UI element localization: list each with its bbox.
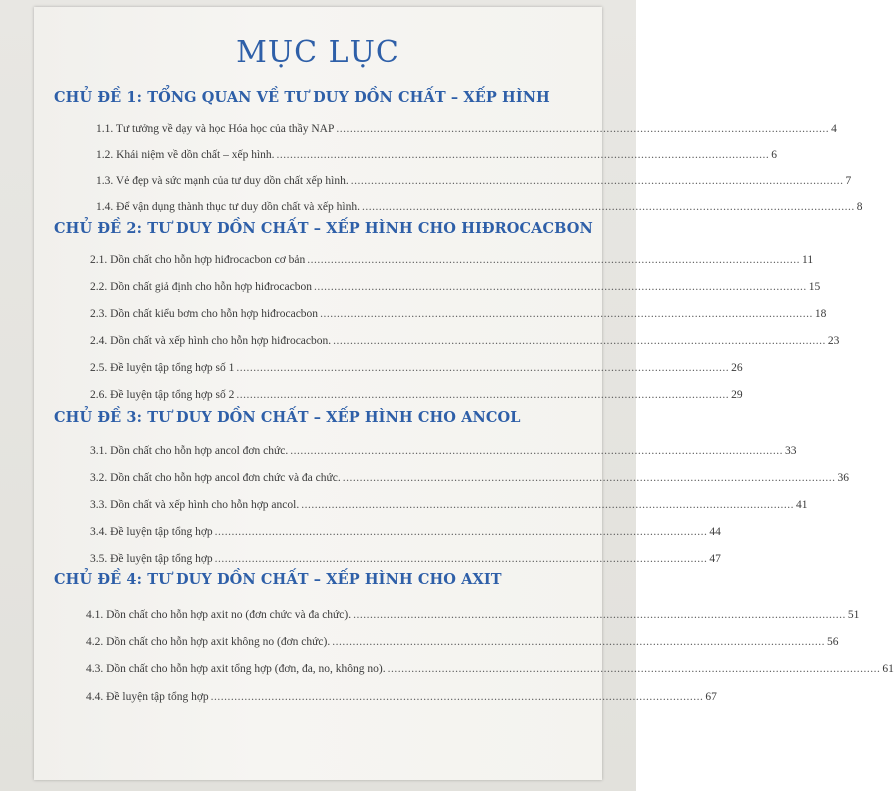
entry-page: 47 <box>709 553 721 565</box>
chapter-1-heading: CHỦ ĐỀ 1: TỔNG QUAN VỀ TƯ DUY DỒN CHẤT – XẾP HÌNH <box>54 89 550 106</box>
entry-title: 3.4. Đề luyện tập tổng hợp <box>90 526 213 538</box>
dot-leader: .................................................................................................................................................. <box>320 308 813 320</box>
toc-entry-3-2 <box>90 472 849 484</box>
page-title: MỤC LỤC <box>236 35 400 70</box>
entry-page: 23 <box>827 335 840 347</box>
entry-page: 36 <box>837 472 849 484</box>
entry-title: 1.1. Tư tưởng về dạy và học Hóa học của thầy NAP <box>96 123 335 135</box>
toc-entry-3-5 <box>90 553 721 565</box>
toc-entry-2-3 <box>90 308 827 320</box>
dot-leader: .................................................................................................................................................. <box>333 335 826 347</box>
entry-page: 33 <box>784 445 797 457</box>
entry-page: 26 <box>731 362 743 374</box>
toc-entry-4-1 <box>86 609 860 621</box>
entry-title: 4.2. Dồn chất cho hỗn hợp axit không no (đơn chức). <box>86 636 331 648</box>
entry-title: 2.6. Đề luyện tập tổng hợp số 2 <box>90 389 235 401</box>
dot-leader: .................................................................................................................................................. <box>361 201 855 213</box>
dot-leader: .................................................................................................................................................. <box>290 445 783 457</box>
toc-entry-3-1 <box>90 445 797 457</box>
entry-page: 56 <box>826 636 839 648</box>
dot-leader: .................................................................................................................................................. <box>350 175 844 187</box>
entry-title: 1.4. Để vận dụng thành thục tư duy dồn chất và xếp hình. <box>96 201 360 213</box>
toc-entry-4-3 <box>86 663 894 675</box>
entry-title: 2.3. Dồn chất kiểu bơm cho hỗn hợp hiđrocacbon <box>90 308 319 320</box>
dot-leader: .................................................................................................................................................. <box>236 389 730 401</box>
dot-leader: .................................................................................................................................................. <box>236 362 730 374</box>
entry-title: 2.1. Dồn chất cho hỗn hợp hiđrocacbon cơ bản <box>90 254 306 266</box>
entry-page: 18 <box>814 308 827 320</box>
dot-leader: .................................................................................................................................................. <box>214 526 708 538</box>
entry-page: 61 <box>882 663 894 675</box>
entry-page: 6 <box>771 149 778 161</box>
entry-page: 15 <box>808 281 821 293</box>
chapter-2-heading: CHỦ ĐỀ 2: TƯ DUY DỒN CHẤT – XẾP HÌNH CHO HIĐROCACBON <box>54 220 593 237</box>
dot-leader: .................................................................................................................................................. <box>387 663 881 675</box>
toc-entry-1-1 <box>96 123 837 135</box>
entry-page: 11 <box>802 254 814 266</box>
dot-leader: .................................................................................................................................................. <box>307 254 801 266</box>
entry-title: 1.2. Khái niệm về dồn chất – xếp hình. <box>96 149 275 161</box>
toc-entry-4-2 <box>86 636 839 648</box>
dot-leader: .................................................................................................................................................. <box>313 281 807 293</box>
entry-title: 3.3. Dồn chất và xếp hình cho hỗn hợp ancol. <box>90 499 300 511</box>
entry-title: 4.3. Dồn chất cho hỗn hợp axit tổng hợp (đơn, đa, no, không no). <box>86 663 386 675</box>
chapter-3-heading: CHỦ ĐỀ 3: TƯ DUY DỒN CHẤT – XẾP HÌNH CHO ANCOL <box>54 409 521 426</box>
toc-entry-3-3 <box>90 499 808 511</box>
entry-page: 51 <box>847 609 860 621</box>
dot-leader: .................................................................................................................................................. <box>214 553 708 565</box>
entry-title: 4.4. Đề luyện tập tổng hợp <box>86 691 209 703</box>
toc-entry-2-1 <box>90 254 814 266</box>
entry-page: 29 <box>731 389 743 401</box>
dot-leader: .................................................................................................................................................. <box>210 691 704 703</box>
entry-page: 41 <box>795 499 808 511</box>
entry-title: 2.4. Dồn chất và xếp hình cho hỗn hợp hiđrocacbon. <box>90 335 332 347</box>
toc-entry-2-5 <box>90 362 743 374</box>
dot-leader: .................................................................................................................................................. <box>342 472 836 484</box>
toc-entry-1-4 <box>96 201 863 213</box>
toc-entry-2-2 <box>90 281 821 293</box>
toc-entry-4-4 <box>86 691 717 703</box>
entry-title: 3.5. Đề luyện tập tổng hợp <box>90 553 213 565</box>
entry-page: 67 <box>705 691 717 703</box>
entry-page: 4 <box>831 123 837 135</box>
entry-title: 3.2. Dồn chất cho hỗn hợp ancol đơn chức và đa chức. <box>90 472 341 484</box>
entry-page: 7 <box>845 175 852 187</box>
entry-title: 2.2. Dồn chất giả định cho hỗn hợp hiđrocacbon <box>90 281 312 293</box>
entry-title: 1.3. Vẻ đẹp và sức mạnh của tư duy dồn chất xếp hình. <box>96 175 349 187</box>
toc-entry-2-6 <box>90 389 743 401</box>
toc-entry-1-3 <box>96 175 852 187</box>
toc-entry-3-4 <box>90 526 721 538</box>
dot-leader: .................................................................................................................................................. <box>332 636 825 648</box>
toc-entry-1-2 <box>96 149 778 161</box>
dot-leader: .................................................................................................................................................. <box>353 609 846 621</box>
entry-title: 3.1. Dồn chất cho hỗn hợp ancol đơn chức. <box>90 445 289 457</box>
dot-leader: .................................................................................................................................................. <box>336 123 830 135</box>
dot-leader: .................................................................................................................................................. <box>276 149 770 161</box>
entry-title: 4.1. Dồn chất cho hỗn hợp axit no (đơn chức và đa chức). <box>86 609 352 621</box>
dot-leader: .................................................................................................................................................. <box>301 499 794 511</box>
entry-page: 8 <box>856 201 863 213</box>
toc-page <box>34 7 894 780</box>
entry-page: 44 <box>709 526 721 538</box>
toc-entry-2-4 <box>90 335 840 347</box>
chapter-4-heading: CHỦ ĐỀ 4: TƯ DUY DỒN CHẤT – XẾP HÌNH CHO AXIT <box>54 571 502 588</box>
entry-title: 2.5. Đề luyện tập tổng hợp số 1 <box>90 362 235 374</box>
